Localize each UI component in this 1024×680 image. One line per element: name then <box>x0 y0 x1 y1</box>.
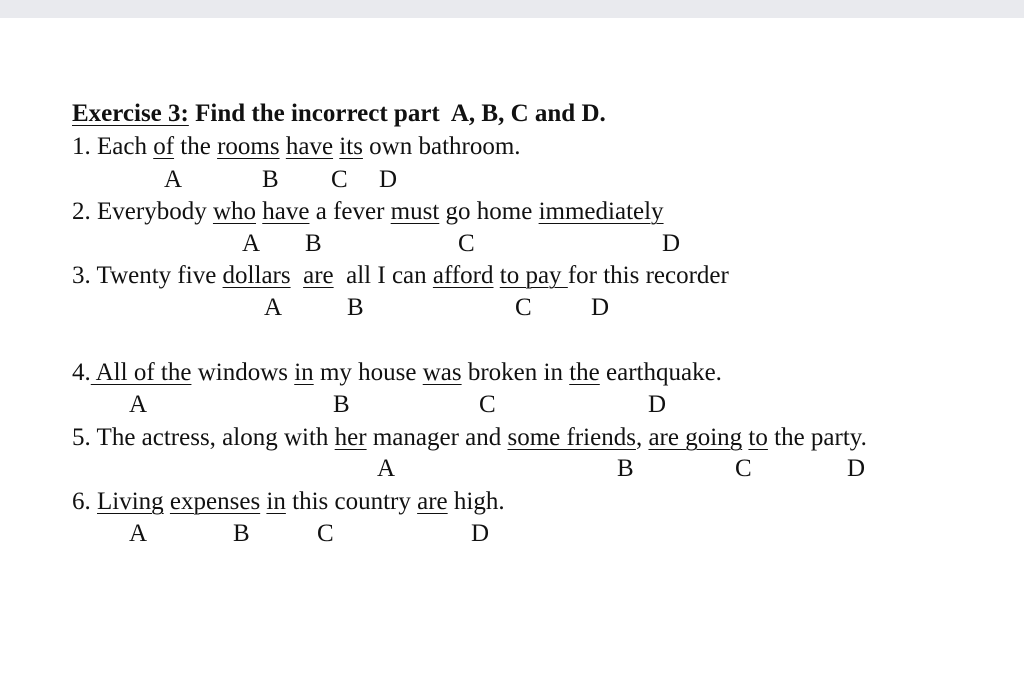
option-letter-6c: C <box>317 520 334 547</box>
underlined-option-text: must <box>390 198 440 225</box>
underlined-option-text: rooms <box>217 133 280 160</box>
exercise-instruction: Find the incorrect part A, B, C and D. <box>188 100 606 127</box>
option-letter-3b: B <box>347 294 364 321</box>
underlined-option-text: expenses <box>169 488 261 515</box>
option-letter-3d: D <box>591 294 610 321</box>
underlined-option-text: her <box>334 424 367 451</box>
question-text: windows <box>191 359 295 386</box>
underlined-option-text: who <box>212 198 257 225</box>
question-text: , <box>635 424 649 451</box>
question-text: high. <box>447 488 505 515</box>
option-letter-4d: D <box>648 391 667 418</box>
option-letter-5c: C <box>735 455 752 482</box>
option-letter-4a: A <box>129 391 148 418</box>
underlined-option-text: some friends <box>507 424 636 451</box>
option-letter-3a: A <box>264 294 283 321</box>
option-letter-1a: A <box>164 166 183 193</box>
question-text: manager and <box>366 424 508 451</box>
underlined-option-text: afford <box>432 262 494 289</box>
option-letter-4c: C <box>479 391 496 418</box>
question-text: for this recorder <box>567 262 729 289</box>
underlined-option-text: was <box>422 359 462 386</box>
underlined-option-text: All of the <box>90 359 192 386</box>
question-text: 1. Each <box>72 133 154 160</box>
option-letter-6a: A <box>129 520 148 547</box>
option-letter-1d: D <box>379 166 398 193</box>
underlined-option-text: immediately <box>538 198 664 225</box>
underlined-option-text: to <box>748 424 768 451</box>
option-letter-2d: D <box>662 230 681 257</box>
question-text <box>291 262 304 289</box>
option-letter-5a: A <box>377 455 396 482</box>
question-text: 4. <box>72 359 91 386</box>
question-3 <box>72 261 729 291</box>
option-letter-1b: B <box>262 166 279 193</box>
option-letter-4b: B <box>333 391 350 418</box>
underlined-option-text: its <box>339 133 363 160</box>
question-text: own bathroom. <box>362 133 521 160</box>
option-letter-6d: D <box>471 520 490 547</box>
question-text: the <box>174 133 218 160</box>
underlined-option-text: Living <box>97 488 164 515</box>
question-text: 6. <box>72 488 97 515</box>
underlined-option-text: in <box>294 359 314 386</box>
question-1 <box>72 132 521 162</box>
question-text: 5. The actress, along with <box>72 424 335 451</box>
option-letter-2a: A <box>242 230 261 257</box>
underlined-option-text: in <box>266 488 286 515</box>
underlined-option-text: are <box>417 488 448 515</box>
option-letter-3c: C <box>515 294 532 321</box>
underlined-option-text: of <box>153 133 175 160</box>
question-text: 2. Everybody <box>72 198 213 225</box>
question-text: the party. <box>767 424 867 451</box>
question-text: a fever <box>309 198 391 225</box>
option-letter-5d: D <box>847 455 866 482</box>
question-2 <box>72 197 664 227</box>
question-text: broken in <box>461 359 570 386</box>
underlined-option-text: the <box>569 359 600 386</box>
underlined-option-text: are going <box>648 424 743 451</box>
question-4 <box>72 358 722 388</box>
option-letter-2c: C <box>458 230 475 257</box>
underlined-option-text: have <box>285 133 334 160</box>
question-text: my house <box>313 359 423 386</box>
exercise-label: Exercise 3: <box>72 100 189 127</box>
question-text: go home <box>439 198 539 225</box>
underlined-option-text: to pay <box>499 262 568 289</box>
question-text: earthquake. <box>599 359 722 386</box>
exercise-title <box>72 99 606 129</box>
question-text: 3. Twenty five <box>72 262 223 289</box>
question-text: all I can <box>333 262 433 289</box>
underlined-option-text: have <box>262 198 310 225</box>
underlined-option-text: are <box>303 262 334 289</box>
question-6 <box>72 487 505 517</box>
option-letter-2b: B <box>305 230 322 257</box>
option-letter-6b: B <box>233 520 250 547</box>
question-5 <box>72 423 867 453</box>
option-letter-1c: C <box>331 166 348 193</box>
question-text: this country <box>285 488 418 515</box>
option-letter-5b: B <box>617 455 634 482</box>
underlined-option-text: dollars <box>222 262 291 289</box>
